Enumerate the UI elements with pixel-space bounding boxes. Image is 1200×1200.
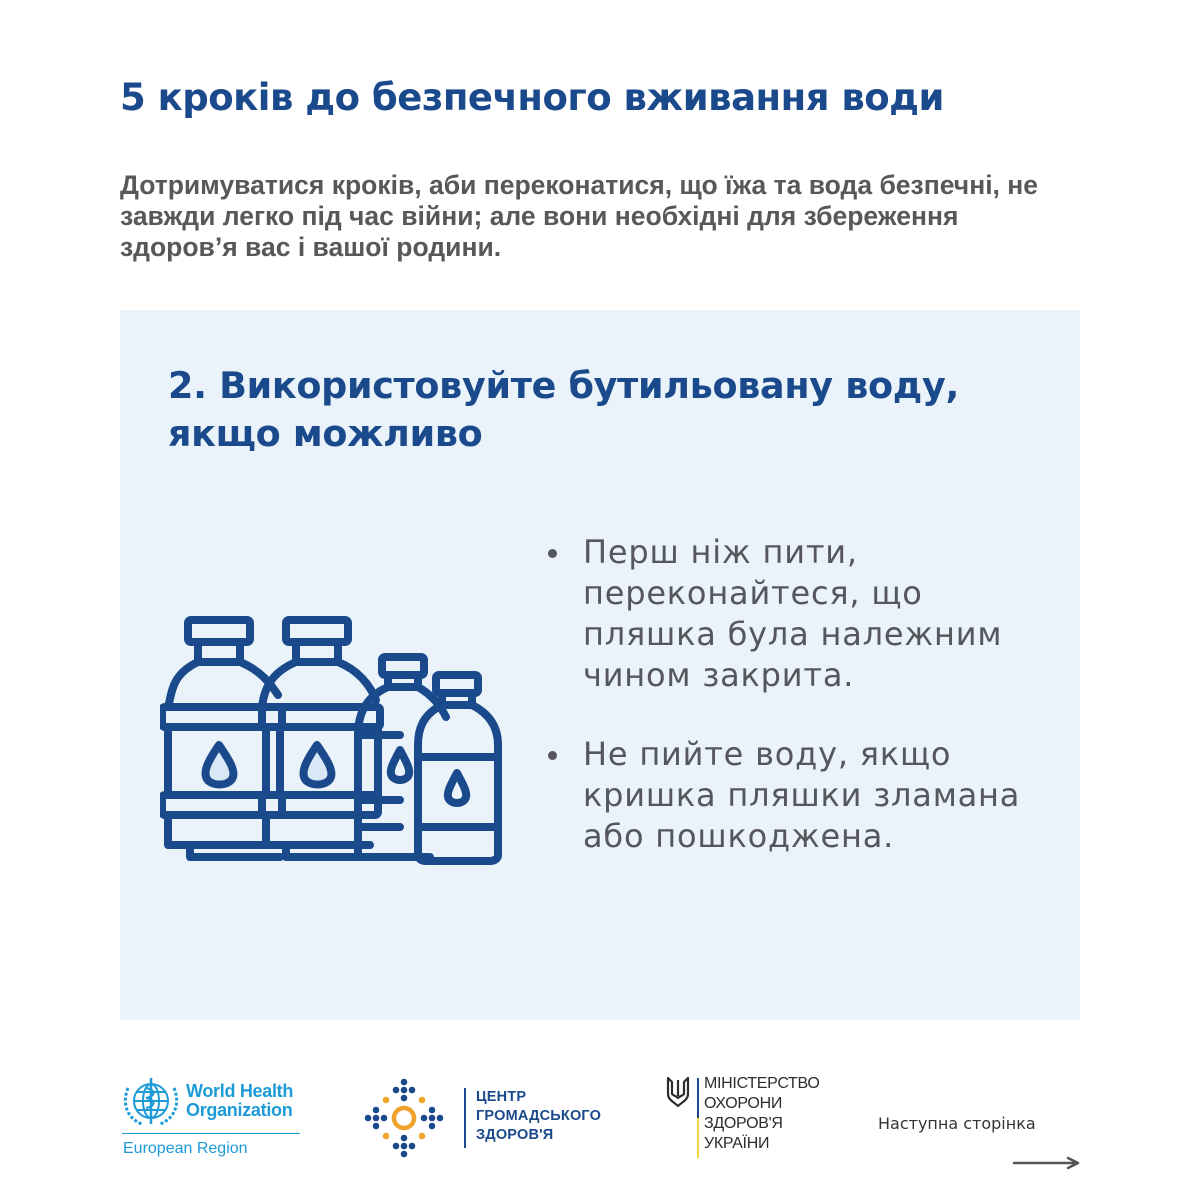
arrow-right-icon[interactable] [1012,1156,1082,1170]
moz-divider-yellow [697,1118,699,1158]
bullet-text: Не пийте воду, якщо кришка пляшки зламана або пошкоджена. [583,735,1021,855]
bullet-dot-icon [548,549,557,558]
step-title: 2. Використовуйте бутильовану воду, якщо можливо [168,364,960,455]
who-divider [122,1133,300,1134]
public-health-center-logo [362,1072,612,1164]
water-bottles-icon [160,605,510,865]
moz-divider-blue [697,1078,699,1118]
public-health-center-emblem-icon [362,1076,446,1160]
trident-icon [666,1076,690,1108]
intro-text: Дотримуватися кроків, аби переконатися, що їжа та вода безпечні, не завжди легко під час війни; але вони необхідні для збереження здоров’я вас і вашої родини. [120,170,1039,262]
next-page-link[interactable]: Наступна сторінка [878,1114,1036,1133]
cgz-name: ЦЕНТР ГРОМАДСЬКОГО ЗДОРОВ'Я [476,1089,602,1143]
cgz-divider [464,1088,466,1148]
moz-name: МІНІСТЕРСТВО ОХОРОНИ ЗДОРОВ'Я УКРАЇНИ [704,1075,820,1152]
bullet-dot-icon [548,751,557,760]
bullet-item [540,532,1060,696]
page-title: 5 кроків до безпечного вживання води [120,76,944,119]
bullet-text: Перш ніж пити, переконайтеся, що пляшка була належним чином закрита. [583,533,1003,694]
who-logo [120,1072,310,1162]
step-panel [120,310,1080,1020]
bullet-item [540,734,1060,857]
who-emblem-icon [120,1074,182,1130]
who-region: European Region [123,1140,248,1157]
who-name: World Health Organization [186,1081,294,1120]
ministry-of-health-logo [664,1072,834,1164]
step-bullets [540,532,1060,895]
